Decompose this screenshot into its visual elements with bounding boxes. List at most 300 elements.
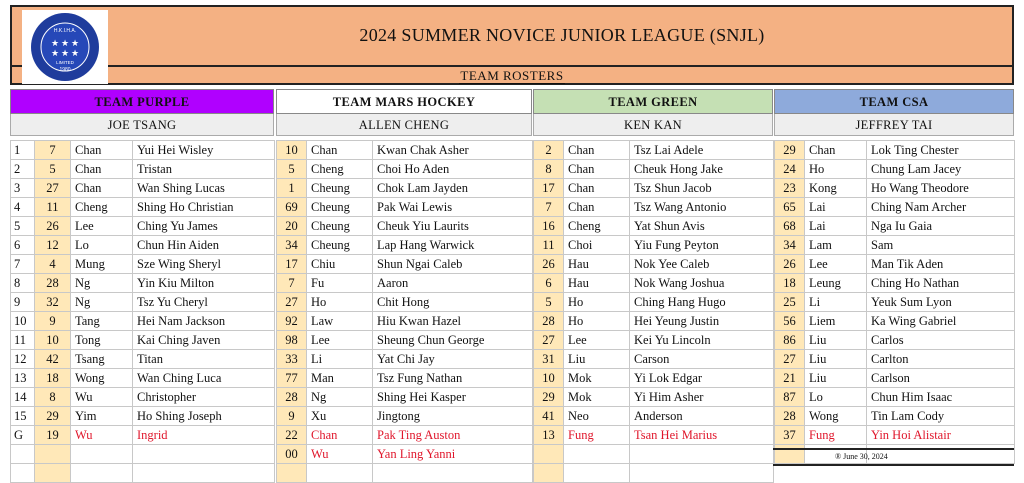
player-row xyxy=(11,179,275,198)
jersey-number: 1 xyxy=(277,179,307,198)
player-row xyxy=(277,464,533,483)
player-row xyxy=(534,312,774,331)
player-surname: Ng xyxy=(71,274,133,293)
player-row xyxy=(277,198,533,217)
player-given-name: Cheuk Hong Jake xyxy=(630,160,774,179)
team-block xyxy=(774,89,1014,464)
player-given-name: Yui Hei Wisley xyxy=(133,141,275,160)
jersey-number: 26 xyxy=(775,255,805,274)
player-given-name: Carlton xyxy=(867,350,1015,369)
player-given-name: Kai Ching Javen xyxy=(133,331,275,350)
jersey-number: 98 xyxy=(277,331,307,350)
player-surname: Cheung xyxy=(307,236,373,255)
player-surname: Chan xyxy=(564,160,630,179)
row-index xyxy=(11,445,35,464)
player-given-name: Chung Lam Jacey xyxy=(867,160,1015,179)
roster-table xyxy=(774,140,1015,464)
player-row xyxy=(534,293,774,312)
player-surname xyxy=(71,464,133,483)
player-row xyxy=(11,331,275,350)
player-given-name: Hiu Kwan Hazel xyxy=(373,312,533,331)
player-given-name: Pak Ting Auston xyxy=(373,426,533,445)
player-row xyxy=(775,350,1015,369)
player-surname: Man xyxy=(307,369,373,388)
player-given-name: Shing Ho Christian xyxy=(133,198,275,217)
logo-text-sub: LIMITED xyxy=(56,60,74,65)
jersey-number: 18 xyxy=(35,369,71,388)
player-surname: Ho xyxy=(564,293,630,312)
jersey-number: 28 xyxy=(534,312,564,331)
logo-stars xyxy=(51,39,79,59)
player-surname xyxy=(564,445,630,464)
player-given-name: Jingtong xyxy=(373,407,533,426)
player-given-name: Aaron xyxy=(373,274,533,293)
row-index: 2 xyxy=(11,160,35,179)
player-surname: Lee xyxy=(564,331,630,350)
player-surname: Ho xyxy=(805,160,867,179)
player-given-name: Man Tik Aden xyxy=(867,255,1015,274)
jersey-number: 00 xyxy=(277,445,307,464)
player-surname: Chan xyxy=(71,141,133,160)
player-surname: Lee xyxy=(805,255,867,274)
row-index: 12 xyxy=(11,350,35,369)
player-row xyxy=(534,464,774,483)
jersey-number: 87 xyxy=(775,388,805,407)
player-surname: Lo xyxy=(805,388,867,407)
player-given-name: Yeuk Sum Lyon xyxy=(867,293,1015,312)
player-row xyxy=(775,293,1015,312)
player-surname: Wu xyxy=(71,388,133,407)
player-surname: Leung xyxy=(805,274,867,293)
jersey-number: 23 xyxy=(775,179,805,198)
player-surname: Cheng xyxy=(564,217,630,236)
player-surname xyxy=(71,445,133,464)
player-given-name: Yan Ling Yanni xyxy=(373,445,533,464)
player-given-name: Hei Yeung Justin xyxy=(630,312,774,331)
roster-heading-text: TEAM ROSTERS xyxy=(460,68,564,83)
player-row xyxy=(277,331,533,350)
player-row xyxy=(11,217,275,236)
player-given-name: Ching Nam Archer xyxy=(867,198,1015,217)
player-surname: Chan xyxy=(564,141,630,160)
player-surname: Ho xyxy=(307,293,373,312)
player-row xyxy=(775,331,1015,350)
team-name: TEAM PURPLE xyxy=(10,89,274,114)
jersey-number: 7 xyxy=(534,198,564,217)
player-given-name: Chun Hin Aiden xyxy=(133,236,275,255)
jersey-number: 32 xyxy=(35,293,71,312)
jersey-number: 19 xyxy=(35,426,71,445)
player-given-name: Tsz Lai Adele xyxy=(630,141,774,160)
player-row xyxy=(11,141,275,160)
team-name: TEAM CSA xyxy=(774,89,1014,114)
row-index: 15 xyxy=(11,407,35,426)
player-row xyxy=(534,369,774,388)
player-row xyxy=(775,255,1015,274)
player-surname: Tong xyxy=(71,331,133,350)
player-given-name: Ka Wing Gabriel xyxy=(867,312,1015,331)
player-given-name: Ingrid xyxy=(133,426,275,445)
jersey-number: 27 xyxy=(277,293,307,312)
player-surname: Mok xyxy=(564,369,630,388)
player-given-name: Christopher xyxy=(133,388,275,407)
player-row xyxy=(775,236,1015,255)
player-given-name: Wan Shing Lucas xyxy=(133,179,275,198)
jersey-number: 2 xyxy=(534,141,564,160)
jersey-number: 31 xyxy=(534,350,564,369)
jersey-number: 29 xyxy=(775,141,805,160)
player-given-name: Yat Shun Avis xyxy=(630,217,774,236)
roster-table xyxy=(533,140,774,483)
jersey-number: 27 xyxy=(35,179,71,198)
player-surname: Fung xyxy=(805,426,867,445)
player-surname: Cheung xyxy=(307,217,373,236)
player-row xyxy=(277,274,533,293)
jersey-number: 21 xyxy=(775,369,805,388)
player-given-name: Sze Wing Sheryl xyxy=(133,255,275,274)
jersey-number: 17 xyxy=(277,255,307,274)
page-title: 2024 SUMMER NOVICE JUNIOR LEAGUE (SNJL) xyxy=(359,25,765,45)
player-surname: Yim xyxy=(71,407,133,426)
player-given-name: Wan Ching Luca xyxy=(133,369,275,388)
player-row xyxy=(534,388,774,407)
logo-year: 1980 xyxy=(59,67,71,73)
player-given-name: Carlos xyxy=(867,331,1015,350)
jersey-number: 10 xyxy=(277,141,307,160)
player-surname: Liu xyxy=(805,369,867,388)
player-row xyxy=(534,255,774,274)
jersey-number: 65 xyxy=(775,198,805,217)
row-index: 9 xyxy=(11,293,35,312)
player-surname: Liu xyxy=(805,331,867,350)
player-given-name: Shun Ngai Caleb xyxy=(373,255,533,274)
league-logo xyxy=(22,10,108,84)
player-row xyxy=(11,426,275,445)
player-row xyxy=(277,236,533,255)
player-surname: Chan xyxy=(564,198,630,217)
player-row xyxy=(11,160,275,179)
player-surname: Tsang xyxy=(71,350,133,369)
player-surname xyxy=(307,464,373,483)
jersey-number: 29 xyxy=(534,388,564,407)
jersey-number: 37 xyxy=(775,426,805,445)
jersey-number: 13 xyxy=(534,426,564,445)
player-row xyxy=(534,350,774,369)
player-row xyxy=(775,141,1015,160)
player-row xyxy=(11,255,275,274)
row-index: 8 xyxy=(11,274,35,293)
jersey-number: 34 xyxy=(277,236,307,255)
roster-table xyxy=(10,140,275,483)
jersey-number: 11 xyxy=(534,236,564,255)
player-row xyxy=(11,236,275,255)
jersey-number: 6 xyxy=(534,274,564,293)
jersey-number: 22 xyxy=(277,426,307,445)
player-given-name: Cheuk Yiu Laurits xyxy=(373,217,533,236)
jersey-number: 24 xyxy=(775,160,805,179)
player-given-name xyxy=(133,445,275,464)
player-surname: Cheung xyxy=(307,198,373,217)
player-row xyxy=(11,369,275,388)
player-given-name xyxy=(630,445,774,464)
player-given-name: Titan xyxy=(133,350,275,369)
jersey-number: 5 xyxy=(35,160,71,179)
jersey-number: 56 xyxy=(775,312,805,331)
row-index: 10 xyxy=(11,312,35,331)
player-given-name: Nok Wang Joshua xyxy=(630,274,774,293)
banner-divider xyxy=(12,65,1012,67)
player-given-name: Yiu Fung Peyton xyxy=(630,236,774,255)
jersey-number: 86 xyxy=(775,331,805,350)
player-given-name: Tristan xyxy=(133,160,275,179)
player-given-name xyxy=(133,464,275,483)
jersey-number: 16 xyxy=(534,217,564,236)
player-given-name: Ching Yu James xyxy=(133,217,275,236)
player-row xyxy=(11,464,275,483)
player-surname: Li xyxy=(805,293,867,312)
player-given-name: Kwan Chak Asher xyxy=(373,141,533,160)
player-given-name: Tsz Shun Jacob xyxy=(630,179,774,198)
player-row xyxy=(11,274,275,293)
row-index: 13 xyxy=(11,369,35,388)
svg-text:★: ★ xyxy=(70,39,80,49)
player-surname: Law xyxy=(307,312,373,331)
player-given-name: Chok Lam Jayden xyxy=(373,179,533,198)
jersey-number: 29 xyxy=(35,407,71,426)
jersey-number: 10 xyxy=(35,331,71,350)
player-given-name: Ching Hang Hugo xyxy=(630,293,774,312)
team-coach: ALLEN CHENG xyxy=(276,114,532,136)
player-given-name: Tsz Fung Nathan xyxy=(373,369,533,388)
player-row xyxy=(277,388,533,407)
jersey-number: 27 xyxy=(534,331,564,350)
player-row xyxy=(277,445,533,464)
row-index: 11 xyxy=(11,331,35,350)
player-row xyxy=(534,274,774,293)
player-surname: Wu xyxy=(71,426,133,445)
player-surname: Lee xyxy=(307,331,373,350)
jersey-number: 28 xyxy=(775,407,805,426)
player-surname: Neo xyxy=(564,407,630,426)
player-row xyxy=(277,369,533,388)
jersey-number: 69 xyxy=(277,198,307,217)
jersey-number: 25 xyxy=(775,293,805,312)
player-row xyxy=(277,160,533,179)
jersey-number: 27 xyxy=(775,350,805,369)
player-surname: Tang xyxy=(71,312,133,331)
player-row xyxy=(534,141,774,160)
jersey-number: 7 xyxy=(277,274,307,293)
player-surname: Lo xyxy=(71,236,133,255)
jersey-number: 41 xyxy=(534,407,564,426)
player-row xyxy=(534,217,774,236)
player-row xyxy=(534,331,774,350)
player-given-name: Yi Lok Edgar xyxy=(630,369,774,388)
jersey-number xyxy=(534,445,564,464)
row-index: 4 xyxy=(11,198,35,217)
player-surname xyxy=(564,464,630,483)
player-given-name: Hei Nam Jackson xyxy=(133,312,275,331)
row-index: 7 xyxy=(11,255,35,274)
player-row xyxy=(534,236,774,255)
player-surname: Liu xyxy=(805,350,867,369)
jersey-number xyxy=(35,445,71,464)
team-block xyxy=(533,89,773,483)
player-given-name: Chun Him Isaac xyxy=(867,388,1015,407)
player-row xyxy=(534,426,774,445)
player-surname: Chan xyxy=(71,160,133,179)
player-row xyxy=(11,198,275,217)
player-row xyxy=(277,255,533,274)
player-surname: Liem xyxy=(805,312,867,331)
logo-text-top: H.K.I.H.A. xyxy=(53,28,77,34)
player-row xyxy=(277,312,533,331)
jersey-number: 8 xyxy=(534,160,564,179)
jersey-number: 26 xyxy=(35,217,71,236)
player-given-name: Carlson xyxy=(867,369,1015,388)
player-row xyxy=(534,179,774,198)
player-row xyxy=(11,388,275,407)
player-surname: Wong xyxy=(71,369,133,388)
player-surname: Mok xyxy=(564,388,630,407)
roster-table xyxy=(276,140,533,483)
player-surname: Kong xyxy=(805,179,867,198)
player-given-name: Choi Ho Aden xyxy=(373,160,533,179)
player-row xyxy=(775,426,1015,445)
jersey-number: 10 xyxy=(534,369,564,388)
player-given-name: Tsz Wang Antonio xyxy=(630,198,774,217)
player-row xyxy=(775,179,1015,198)
team-name: TEAM MARS HOCKEY xyxy=(276,89,532,114)
player-given-name: Shing Hei Kasper xyxy=(373,388,533,407)
jersey-number: 20 xyxy=(277,217,307,236)
player-surname: Chan xyxy=(564,179,630,198)
player-given-name: Lap Hang Warwick xyxy=(373,236,533,255)
svg-text:★: ★ xyxy=(70,49,80,59)
row-index: 3 xyxy=(11,179,35,198)
player-given-name: Lok Ting Chester xyxy=(867,141,1015,160)
svg-text:★: ★ xyxy=(50,49,60,59)
row-index: 5 xyxy=(11,217,35,236)
player-surname: Chan xyxy=(805,141,867,160)
jersey-number: 33 xyxy=(277,350,307,369)
player-row xyxy=(775,274,1015,293)
player-row xyxy=(775,312,1015,331)
jersey-number: 4 xyxy=(35,255,71,274)
player-given-name: Ching Ho Nathan xyxy=(867,274,1015,293)
player-surname: Chan xyxy=(307,141,373,160)
jersey-number: 5 xyxy=(534,293,564,312)
row-index: 6 xyxy=(11,236,35,255)
player-given-name: Ho Shing Joseph xyxy=(133,407,275,426)
player-given-name: Sheung Chun George xyxy=(373,331,533,350)
player-given-name: Tsan Hei Marius xyxy=(630,426,774,445)
player-given-name: Nok Yee Caleb xyxy=(630,255,774,274)
player-row xyxy=(277,217,533,236)
player-given-name: Yin Kiu Milton xyxy=(133,274,275,293)
jersey-number: 42 xyxy=(35,350,71,369)
player-row xyxy=(11,293,275,312)
player-given-name: Ho Wang Theodore xyxy=(867,179,1015,198)
player-surname: Wong xyxy=(805,407,867,426)
jersey-number: 7 xyxy=(35,141,71,160)
player-given-name: Nga Iu Gaia xyxy=(867,217,1015,236)
player-given-name: Pak Wai Lewis xyxy=(373,198,533,217)
player-row xyxy=(534,198,774,217)
player-row xyxy=(11,445,275,464)
player-row xyxy=(277,293,533,312)
player-given-name: Chit Hong xyxy=(373,293,533,312)
team-coach: JOE TSANG xyxy=(10,114,274,136)
player-row xyxy=(775,388,1015,407)
player-surname: Cheng xyxy=(71,198,133,217)
player-row xyxy=(277,350,533,369)
player-surname: Lam xyxy=(805,236,867,255)
player-surname: Cheung xyxy=(307,179,373,198)
player-surname: Li xyxy=(307,350,373,369)
player-surname: Cheng xyxy=(307,160,373,179)
player-row xyxy=(534,445,774,464)
player-row xyxy=(775,217,1015,236)
svg-text:★: ★ xyxy=(50,39,60,49)
player-given-name: Tsz Yu Cheryl xyxy=(133,293,275,312)
player-row xyxy=(534,160,774,179)
player-surname: Choi xyxy=(564,236,630,255)
jersey-number: 68 xyxy=(775,217,805,236)
player-surname: Fung xyxy=(564,426,630,445)
player-row xyxy=(775,198,1015,217)
player-surname: Fu xyxy=(307,274,373,293)
title-banner xyxy=(10,5,1014,85)
player-surname: Wu xyxy=(307,445,373,464)
player-given-name: Carson xyxy=(630,350,774,369)
jersey-number: 28 xyxy=(277,388,307,407)
jersey-number: 5 xyxy=(277,160,307,179)
footer-date: ® June 30, 2024 xyxy=(773,448,1014,466)
jersey-number: 17 xyxy=(534,179,564,198)
roster-heading xyxy=(12,68,1012,84)
player-given-name: Kei Yu Lincoln xyxy=(630,331,774,350)
jersey-number: 28 xyxy=(35,274,71,293)
player-row xyxy=(775,407,1015,426)
player-surname: Hau xyxy=(564,255,630,274)
svg-text:★: ★ xyxy=(60,39,70,49)
player-surname: Chan xyxy=(71,179,133,198)
player-given-name: Yin Hoi Alistair xyxy=(867,426,1015,445)
jersey-number: 9 xyxy=(35,312,71,331)
svg-text:★: ★ xyxy=(60,49,70,59)
player-surname: Hau xyxy=(564,274,630,293)
jersey-number: 9 xyxy=(277,407,307,426)
player-surname: Ng xyxy=(307,388,373,407)
player-surname: Lee xyxy=(71,217,133,236)
jersey-number xyxy=(534,464,564,483)
player-row xyxy=(277,141,533,160)
player-surname: Xu xyxy=(307,407,373,426)
player-given-name: Anderson xyxy=(630,407,774,426)
player-row xyxy=(277,407,533,426)
jersey-number: 77 xyxy=(277,369,307,388)
player-surname: Chiu xyxy=(307,255,373,274)
player-surname: Ho xyxy=(564,312,630,331)
player-row xyxy=(775,160,1015,179)
player-surname: Ng xyxy=(71,293,133,312)
player-given-name xyxy=(373,464,533,483)
row-index: G xyxy=(11,426,35,445)
jersey-number: 12 xyxy=(35,236,71,255)
player-row xyxy=(277,426,533,445)
player-given-name: Tin Lam Cody xyxy=(867,407,1015,426)
